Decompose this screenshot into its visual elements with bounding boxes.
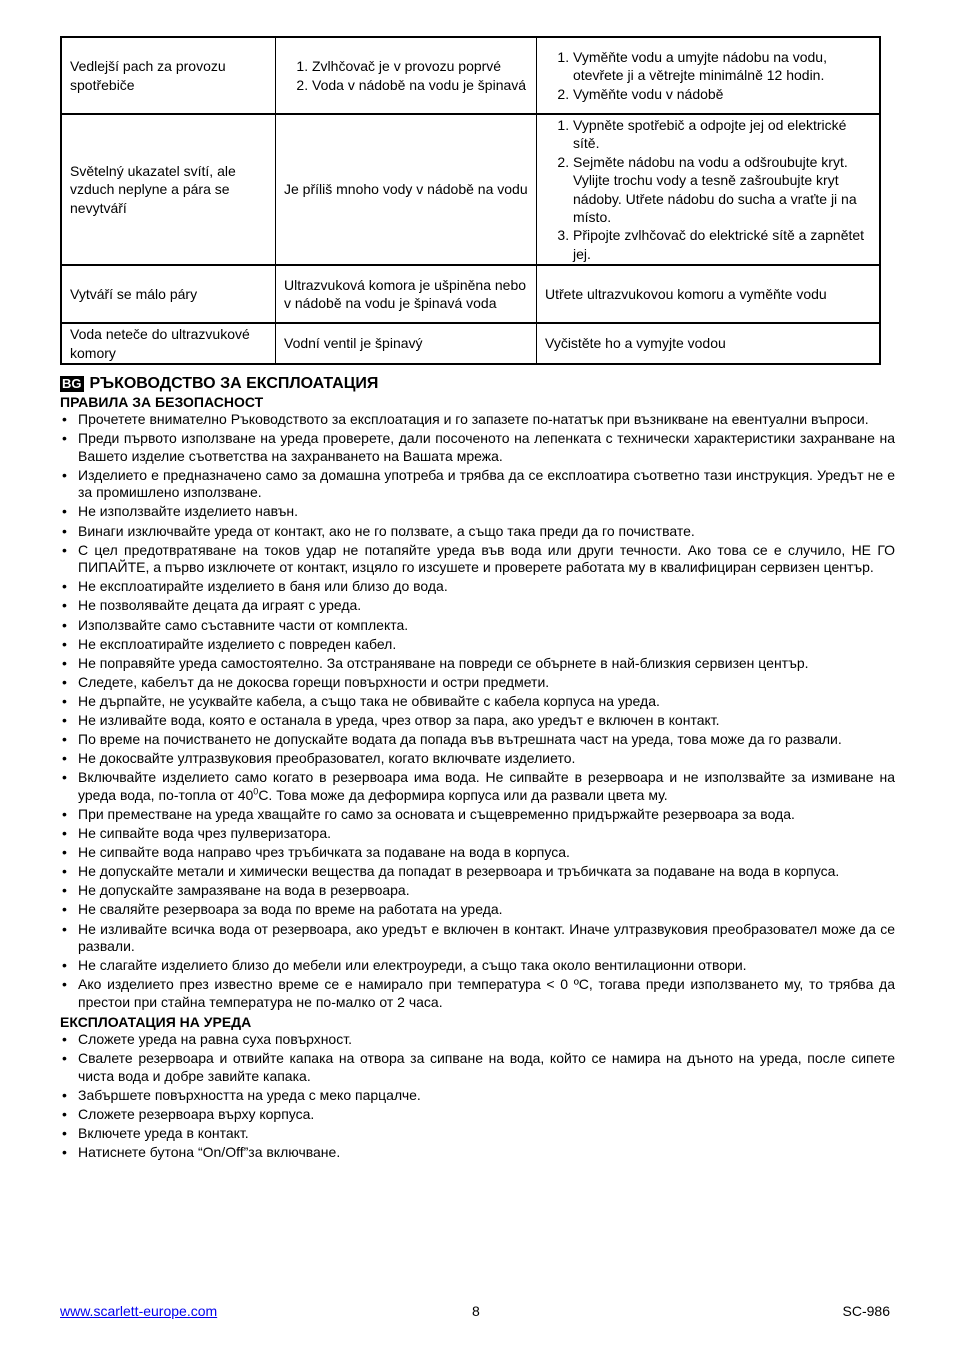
problem-cell: Vytváří se málo páry (61, 265, 276, 323)
language-badge: BG (62, 375, 82, 391)
list-item: 1. Zvlhčovač je v provozu poprvé (312, 57, 528, 75)
problem-cell: Voda neteče do ultrazvukové komory (61, 323, 276, 364)
table-row (61, 323, 880, 364)
list-item: • Преди първото използване на уреда проверете, дали посоченото на лепенката с технически характеристики захранване на Вашето изделие съответства на захранването на Вашата мрежа. (60, 430, 895, 465)
cause-cell (276, 37, 537, 114)
page-footer (60, 1303, 890, 1323)
safety-list (60, 411, 895, 1012)
table-row (61, 37, 880, 114)
temp-text-before: Включвайте изделието само когато в резервоара има вода. Не сипвайте в резервоара и не използвайте за измиване на уреда вода, по-топла от 40 (78, 769, 895, 803)
list-item: • Не дърпайте, не усуквайте кабела, а също така не обвивайте с кабела корпуса на уреда. (60, 693, 895, 711)
list-item: 2. Vyměňte vodu v nádobě (573, 85, 871, 103)
list-item (60, 769, 895, 804)
list-item: • При преместване на уреда хващайте го само за основата и същевременно придържайте резервоара за вода. (60, 806, 895, 824)
list-item: • Не позволявайте децата да играят с уреда. (60, 597, 895, 615)
solution-cell: Vyčistěte ho a vymyjte vodou (537, 323, 881, 364)
list-item: • По време на почистването не допускайте водата да попада във вътрешната част на уреда, това може да го развали. (60, 731, 895, 749)
solution-cell (537, 37, 881, 114)
list-item: • Не експлоатирайте изделието в баня или близо до вода. (60, 578, 895, 596)
website-link[interactable]: www.scarlett-europe.com (60, 1303, 218, 1319)
list-item: • Не поправяйте уреда самостоятелно. За отстраняване на повреди се обърнете в най-близкия сервизен център. (60, 655, 895, 673)
problem-cell: Vedlejší pach za provozu spotřebiče (61, 37, 276, 114)
list-item: • Натиснете бутона “On/Off”за включване. (60, 1144, 895, 1162)
list-item: • Сложете резервоара върху корпуса. (60, 1106, 895, 1124)
page-number: 8 (472, 1303, 480, 1319)
bg-section (60, 374, 895, 1163)
section-title-text: РЪКОВОДСТВО ЗА ЕКСПЛОАТАЦИЯ (89, 375, 379, 392)
list-item: 2. Voda v nádobě na vodu je špinavá (312, 76, 528, 94)
list-item: • Включете уреда в контакт. (60, 1125, 895, 1143)
list-item: • Свалете резервоара и отвийте капака на отвора за сипване на вода, който се намира на дъното на уреда, после сипете чиста вода и добре завийте капака. (60, 1050, 895, 1085)
list-item: • Използвайте само съставните части от комплекта. (60, 617, 895, 635)
table-row (61, 114, 880, 265)
list-item: • Не допускайте замразяване на вода в резервоара. (60, 882, 895, 900)
list-item: • Не изливайте вода, която е останала в уреда, чрез отвор за пара, ако уредът е включен в контакт. (60, 712, 895, 730)
list-item: 2. Sejměte nádobu na vodu a odšroubujte kryt. Vylijte trochu vody a tesně zašroubujte kryt nádoby. Utřete nádobu do sucha a vraťte ji na místo. (573, 153, 871, 227)
solution-cell (537, 114, 881, 265)
list-item: • Ако изделието през известно време се е намирало при температура < 0 ºС, тогава преди използването му, то трябва да престои при стайна температура не по-малко от 2 часа. (60, 976, 895, 1011)
list-item: • Не сипвайте вода направо чрез тръбичката за подаване на вода в корпуса. (60, 844, 895, 862)
safety-heading: ПРАВИЛА ЗА БЕЗОПАСНОСТ (60, 394, 264, 410)
cause-cell: Je příliš mnoho vody v nádobě na vodu (276, 114, 537, 265)
cause-cell: Vodní ventil je špinavý (276, 323, 537, 364)
solution-cell: Utřete ultrazvukovou komoru a vyměňte vodu (537, 265, 881, 323)
section-title (60, 374, 895, 393)
list-item: 3. Připojte zvlhčovač do elektrické sítě a zapnětet jej. (573, 226, 871, 263)
list-item: • Винаги изключвайте уреда от контакт, ако не го ползвате, а също така преди да го почиствате. (60, 523, 895, 541)
list-item: • Не сипвайте вода чрез пулверизатора. (60, 825, 895, 843)
list-item: • Не експлоатирайте изделието с повреден кабел. (60, 636, 895, 654)
list-item: 1. Vypněte spotřebič a odpojte jej od elektrické sítě. (573, 116, 871, 153)
list-item: • Не използвайте изделието навън. (60, 503, 895, 521)
list-item: 1. Vyměňte vodu a umyjte nádobu na vodu, otevřete ji a větrejte minimálně 12 hodin. (573, 48, 871, 85)
temp-text-after: С. Това може да деформира корпуса или да развали цвета му. (258, 786, 668, 803)
list-item: • Не сваляйте резервоара за вода по време на работата на уреда. (60, 901, 895, 919)
list-item: • Следете, кабелът да не докосва горещи повърхности и остри предмети. (60, 674, 895, 692)
list-item: • С цел предотвратяване на токов удар не потапяйте уреда във вода или други течности. Ако това се е случило, НЕ ГО ПИПАЙТЕ, а първо изключете от контакт, изцяло го изсушете и проверете работата му в квалифициран сервизен център. (60, 542, 895, 577)
operation-heading: ЕКСПЛОАТАЦИЯ НА УРЕДА (60, 1014, 252, 1030)
problem-cell: Světelný ukazatel svítí, ale vzduch neplyne a pára se nevytváří (61, 114, 276, 265)
list-item: • Сложете уреда на равна суха повърхност. (60, 1031, 895, 1049)
cause-cell: Ultrazvuková komora je ušpiněna nebo v nádobě na vodu je špinavá voda (276, 265, 537, 323)
list-item: • Изделието е предназначено само за домашна употреба и трябва да се експлоатира съответно тази инструкция. Уредът не е за промишлено използване. (60, 467, 895, 502)
list-item: • Забършете повърхността на уреда с меко парцалче. (60, 1087, 895, 1105)
list-item: • Не допускайте метали и химически вещества да попадат в резервоара и тръбичката за подаване на вода в корпуса. (60, 863, 895, 881)
list-item: • Не докосвайте ултразвуковия преобразовател, когато включвате изделието. (60, 750, 895, 768)
model-number: SC-986 (842, 1303, 890, 1319)
list-item: • Прочетете внимателно Ръководството за експлоатация и го запазете по-нататък при възникване на евентуални въпроси. (60, 411, 895, 429)
degree-sup: 0 (253, 786, 259, 797)
operation-list (60, 1031, 895, 1162)
list-item: • Не слагайте изделието близо до мебели или електроуреди, а също така около вентилационни отвори. (60, 957, 895, 975)
troubleshooting-table (60, 36, 881, 365)
list-item: • Не изливайте всичка вода от резервоара, ако уредът е включен в контакт. Иначе ултразвуковия преобразовател може да се развали. (60, 921, 895, 956)
table-row (61, 265, 880, 323)
